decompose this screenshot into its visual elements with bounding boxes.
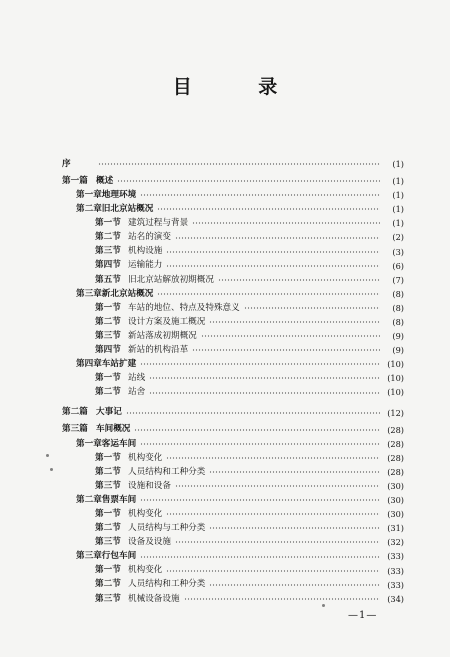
toc-entry-heading (62, 388, 147, 397)
toc-entry-number: 第二节 (95, 579, 121, 590)
dot-leader (209, 527, 380, 529)
toc-entry-number: 第二篇 (62, 407, 88, 418)
dot-leader (184, 598, 380, 600)
toc-entry-number: 第一节 (95, 302, 121, 313)
toc-entry-number: 第四章 (76, 359, 102, 370)
toc-entry-page: (10) (387, 359, 404, 370)
toc-entry-page: (9) (392, 345, 404, 356)
toc-entry (62, 174, 404, 188)
toc-entry-heading (62, 191, 138, 200)
toc-entry-title: 机构设施 (128, 246, 163, 257)
toc-entry-page: (31) (387, 523, 404, 534)
toc-entry (62, 216, 404, 230)
toc-entry-number: 第一节 (95, 565, 121, 576)
toc-entry (62, 357, 404, 371)
toc-entry-number: 第一章 (76, 438, 102, 449)
toc-entry-title: 站线 (128, 373, 146, 384)
toc-entry-page: (30) (387, 481, 404, 491)
toc-entry-heading (62, 290, 155, 299)
toc-entry-page: (33) (387, 579, 404, 590)
toc-entry-number: 第三节 (95, 593, 121, 604)
toc-entry (62, 479, 404, 493)
toc-entry-page: (1) (392, 158, 404, 169)
dot-leader (140, 556, 380, 558)
dot-leader (134, 429, 380, 431)
toc-entry-heading (62, 205, 155, 214)
toc-entry-heading (62, 160, 96, 169)
dot-leader (166, 265, 380, 267)
toc-entry (62, 493, 404, 507)
toc-entry-page: (30) (387, 509, 404, 520)
toc-entry-heading (62, 482, 173, 491)
dot-leader (175, 237, 380, 239)
toc-entry-number: 第五节 (95, 274, 121, 285)
toc-entry-title: 车站扩建 (101, 359, 137, 370)
toc-entry-number: 第二章 (76, 204, 102, 215)
toc-entry-number: 第一节 (95, 373, 121, 384)
toc-entry-number: 第三篇 (62, 424, 88, 435)
toc-entry (62, 287, 404, 301)
toc-entry-page: (7) (392, 274, 404, 285)
toc-entry-page: (12) (387, 407, 404, 418)
toc-entry-heading (62, 454, 164, 463)
toc-entry-number: 第二章 (76, 494, 102, 505)
toc-entry (62, 437, 404, 451)
toc-entry-title: 车间概况 (96, 424, 131, 435)
dot-leader (166, 251, 380, 253)
toc-entry-number: 第二节 (95, 466, 121, 477)
toc-entry-number: 第一节 (95, 452, 121, 463)
toc-entry-number: 第二节 (95, 523, 121, 534)
toc-entry (62, 157, 404, 171)
toc-entry-heading (62, 332, 199, 341)
toc-entry (62, 315, 404, 329)
toc-entry-heading (62, 468, 207, 477)
toc-entry-number: 第三章 (76, 288, 102, 299)
toc-entry-title: 旧北京站概况 (101, 204, 154, 215)
dot-leader (201, 335, 380, 337)
dot-leader (140, 194, 380, 196)
toc-entry (62, 423, 404, 437)
toc-entry-title: 售票车间 (101, 494, 137, 505)
toc-entry (62, 188, 404, 202)
dot-leader (157, 293, 380, 295)
toc-entry-number: 第一章 (76, 189, 102, 200)
toc-entry-title: 运输能力 (128, 260, 163, 271)
toc-entry-heading (62, 440, 138, 449)
toc-entry-heading (62, 276, 216, 285)
toc-entry (62, 507, 404, 521)
toc-entry-page: (33) (387, 565, 404, 576)
toc-entry-title: 站名的演变 (128, 232, 171, 243)
toc-entry-heading (62, 425, 132, 434)
toc-entry-heading (62, 538, 173, 547)
toc-entry (62, 273, 404, 287)
toc-entry-number: 第一节 (95, 509, 121, 519)
toc-entry (62, 564, 404, 578)
dot-leader (98, 163, 380, 165)
toc-entry-title: 行包车间 (101, 551, 137, 562)
toc-entry-title: 设备及设施 (128, 537, 171, 548)
toc-entry-heading (62, 496, 138, 505)
toc-entry (62, 259, 404, 273)
toc-entry-title: 车站的地位、特点及特殊意义 (128, 302, 240, 313)
toc-entry-page: (1) (392, 176, 404, 187)
toc-entry-number: 第三节 (95, 537, 121, 548)
page-title: 目 录 (172, 76, 308, 98)
toc-entry-title: 建筑过程与背景 (128, 218, 189, 229)
toc-entry-title: 旧北京站解放初期概况 (128, 274, 214, 285)
dot-leader (140, 499, 380, 501)
toc-entry-page: (8) (392, 288, 404, 299)
toc-entry-title: 机构变化 (128, 452, 163, 463)
toc-entry (62, 592, 404, 606)
toc-entry-title: 站舍 (128, 387, 146, 398)
dot-leader (192, 222, 380, 224)
toc-entry-number: 第三节 (95, 246, 121, 257)
dot-leader (140, 443, 380, 445)
toc-entry-heading (62, 566, 164, 575)
toc-entry-number: 第三节 (95, 480, 121, 491)
toc-entry-page: (9) (392, 331, 404, 342)
toc-entry-number: 第一篇 (62, 175, 88, 186)
toc-entry-page: (28) (387, 424, 404, 435)
toc-entry (62, 343, 404, 357)
toc-entry-number: 第一节 (95, 218, 121, 229)
toc-entry-number: 第四节 (95, 260, 121, 271)
dot-leader (209, 584, 380, 586)
toc-entry-title: 大事记 (96, 407, 122, 418)
toc-entry-heading (62, 580, 207, 589)
toc-entry-number: 第三节 (95, 330, 121, 341)
toc-entry (62, 451, 404, 465)
toc-entry (62, 386, 404, 400)
toc-entry-title: 机械设备设施 (128, 593, 180, 604)
toc-entry-number: 第三章 (76, 551, 102, 562)
toc-entry (62, 245, 404, 259)
toc-entry-title: 新站的机构沿革 (128, 344, 189, 355)
dot-leader (209, 471, 380, 473)
toc-entry-heading (62, 408, 124, 417)
dot-leader (166, 570, 380, 572)
toc-entry-page: (6) (392, 260, 404, 271)
toc-entry (62, 550, 404, 564)
toc-entry-page: (1) (392, 190, 404, 201)
toc-entry (62, 465, 404, 479)
dot-leader (209, 321, 380, 323)
toc-entry-heading (62, 304, 242, 313)
toc-entry-page: (8) (392, 302, 404, 313)
toc-entry-title: 新站落成初期概况 (128, 330, 197, 341)
dot-leader (175, 541, 380, 543)
toc-entry-page: (10) (387, 373, 404, 384)
dot-leader (117, 180, 380, 182)
toc-entry-page: (28) (387, 466, 404, 477)
toc-entry-heading (62, 510, 164, 519)
toc-entry (62, 230, 404, 244)
toc-entry-title: 地理环境 (101, 189, 137, 200)
toc-entry-page: (1) (392, 204, 404, 215)
toc-entry-heading (62, 318, 207, 327)
toc-entry-title: 人员结构与工种分类 (128, 523, 206, 534)
toc-entry-title: 机构变化 (128, 565, 163, 576)
toc-entry (62, 301, 404, 315)
toc-entry-title: 设施和设备 (128, 480, 171, 491)
toc-entry-heading (62, 552, 138, 561)
toc-entry-heading (62, 374, 147, 383)
toc-entry-page: (30) (387, 495, 404, 506)
toc-entry-number: 序 (62, 158, 71, 169)
toc-entry-page: (3) (392, 246, 404, 257)
toc-entry (62, 521, 404, 535)
toc-entry-heading (62, 233, 173, 242)
toc-entry-heading (62, 595, 182, 604)
toc-entry-number: 第二节 (95, 387, 121, 398)
toc-entry-heading (62, 177, 115, 186)
toc-entry-title: 人员结构和工种分类 (128, 579, 206, 590)
toc-entry-heading (62, 360, 138, 369)
dot-leader (140, 363, 380, 365)
toc-entry-number: 第四节 (95, 344, 121, 355)
toc-entry-title: 人员结构和工种分类 (128, 466, 206, 477)
dot-leader (244, 307, 380, 309)
toc-entry-page: (10) (387, 387, 404, 398)
toc-entry (62, 535, 404, 549)
dot-leader (175, 485, 380, 487)
toc-entry-heading (62, 346, 190, 355)
scan-speck (46, 454, 49, 457)
toc-entry-title: 机构变化 (128, 509, 163, 519)
toc-entry (62, 371, 404, 385)
toc-entry-heading (62, 247, 164, 256)
dot-leader (149, 392, 380, 394)
page-number: —1— (348, 610, 378, 621)
toc-entry-heading (62, 261, 164, 270)
toc-entry-heading (62, 524, 207, 533)
toc-entry-title: 概述 (96, 175, 114, 186)
table-of-contents (62, 157, 404, 606)
dot-leader (166, 513, 380, 515)
scan-speck (50, 468, 53, 471)
dot-leader (157, 208, 380, 210)
toc-entry-page: (1) (392, 218, 404, 229)
toc-entry (62, 329, 404, 343)
toc-entry-page: (28) (387, 438, 404, 449)
toc-entry-title: 客运车间 (101, 438, 137, 449)
dot-leader (218, 279, 380, 281)
toc-entry (62, 202, 404, 216)
toc-entry-number: 第二节 (95, 316, 121, 327)
toc-entry-page: (33) (387, 551, 404, 562)
toc-entry-number: 第二节 (95, 232, 121, 243)
toc-entry-title: 设计方案及施工概况 (128, 316, 206, 327)
scan-speck (322, 604, 325, 607)
toc-entry-title: 新北京站概况 (101, 288, 154, 299)
dot-leader (149, 377, 380, 379)
toc-entry (62, 406, 404, 420)
toc-entry-page: (28) (387, 452, 404, 463)
dot-leader (166, 457, 380, 459)
dot-leader (126, 412, 380, 414)
toc-entry (62, 578, 404, 592)
toc-entry-page: (8) (392, 316, 404, 327)
dot-leader (192, 349, 380, 351)
toc-entry-page: (34) (387, 593, 404, 604)
toc-entry-page: (32) (387, 537, 404, 548)
toc-entry-page: (2) (392, 232, 404, 243)
toc-entry-heading (62, 219, 190, 228)
